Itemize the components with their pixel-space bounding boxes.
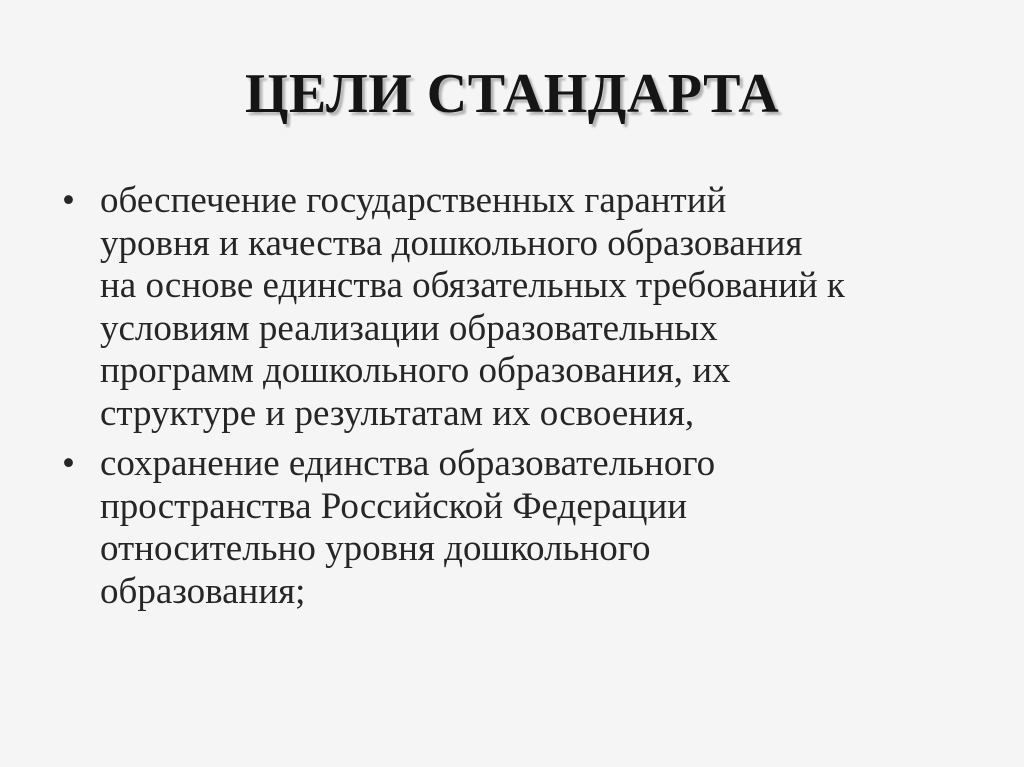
bullet-line: структуре и результатам их освоения,: [100, 392, 695, 434]
bullet-line: образования;: [100, 570, 306, 612]
bullet-line: сохранение единства образовательного: [100, 443, 716, 484]
bullet-line: условиям реализации образовательных: [100, 307, 718, 349]
bullet-line: программ дошкольного образования, их: [100, 350, 731, 391]
bullet-line: относительно уровня дошкольного: [100, 528, 651, 569]
bullet-line: на основе единства обязательных требований к: [100, 265, 845, 306]
slide-title: ЦЕЛИ СТАНДАРТА: [244, 63, 780, 125]
bullet-list: [60, 180, 980, 621]
bullet-item: [60, 180, 980, 435]
bullet-dot-icon: •: [62, 443, 75, 484]
bullet-item: [60, 443, 980, 613]
bullet-line: обеспечение государственных гарантий: [100, 180, 727, 221]
bullet-line: пространства Российской Федерации: [100, 485, 688, 527]
bullet-line: уровня и качества дошкольного образования: [100, 222, 803, 264]
bullet-dot-icon: •: [62, 180, 75, 221]
